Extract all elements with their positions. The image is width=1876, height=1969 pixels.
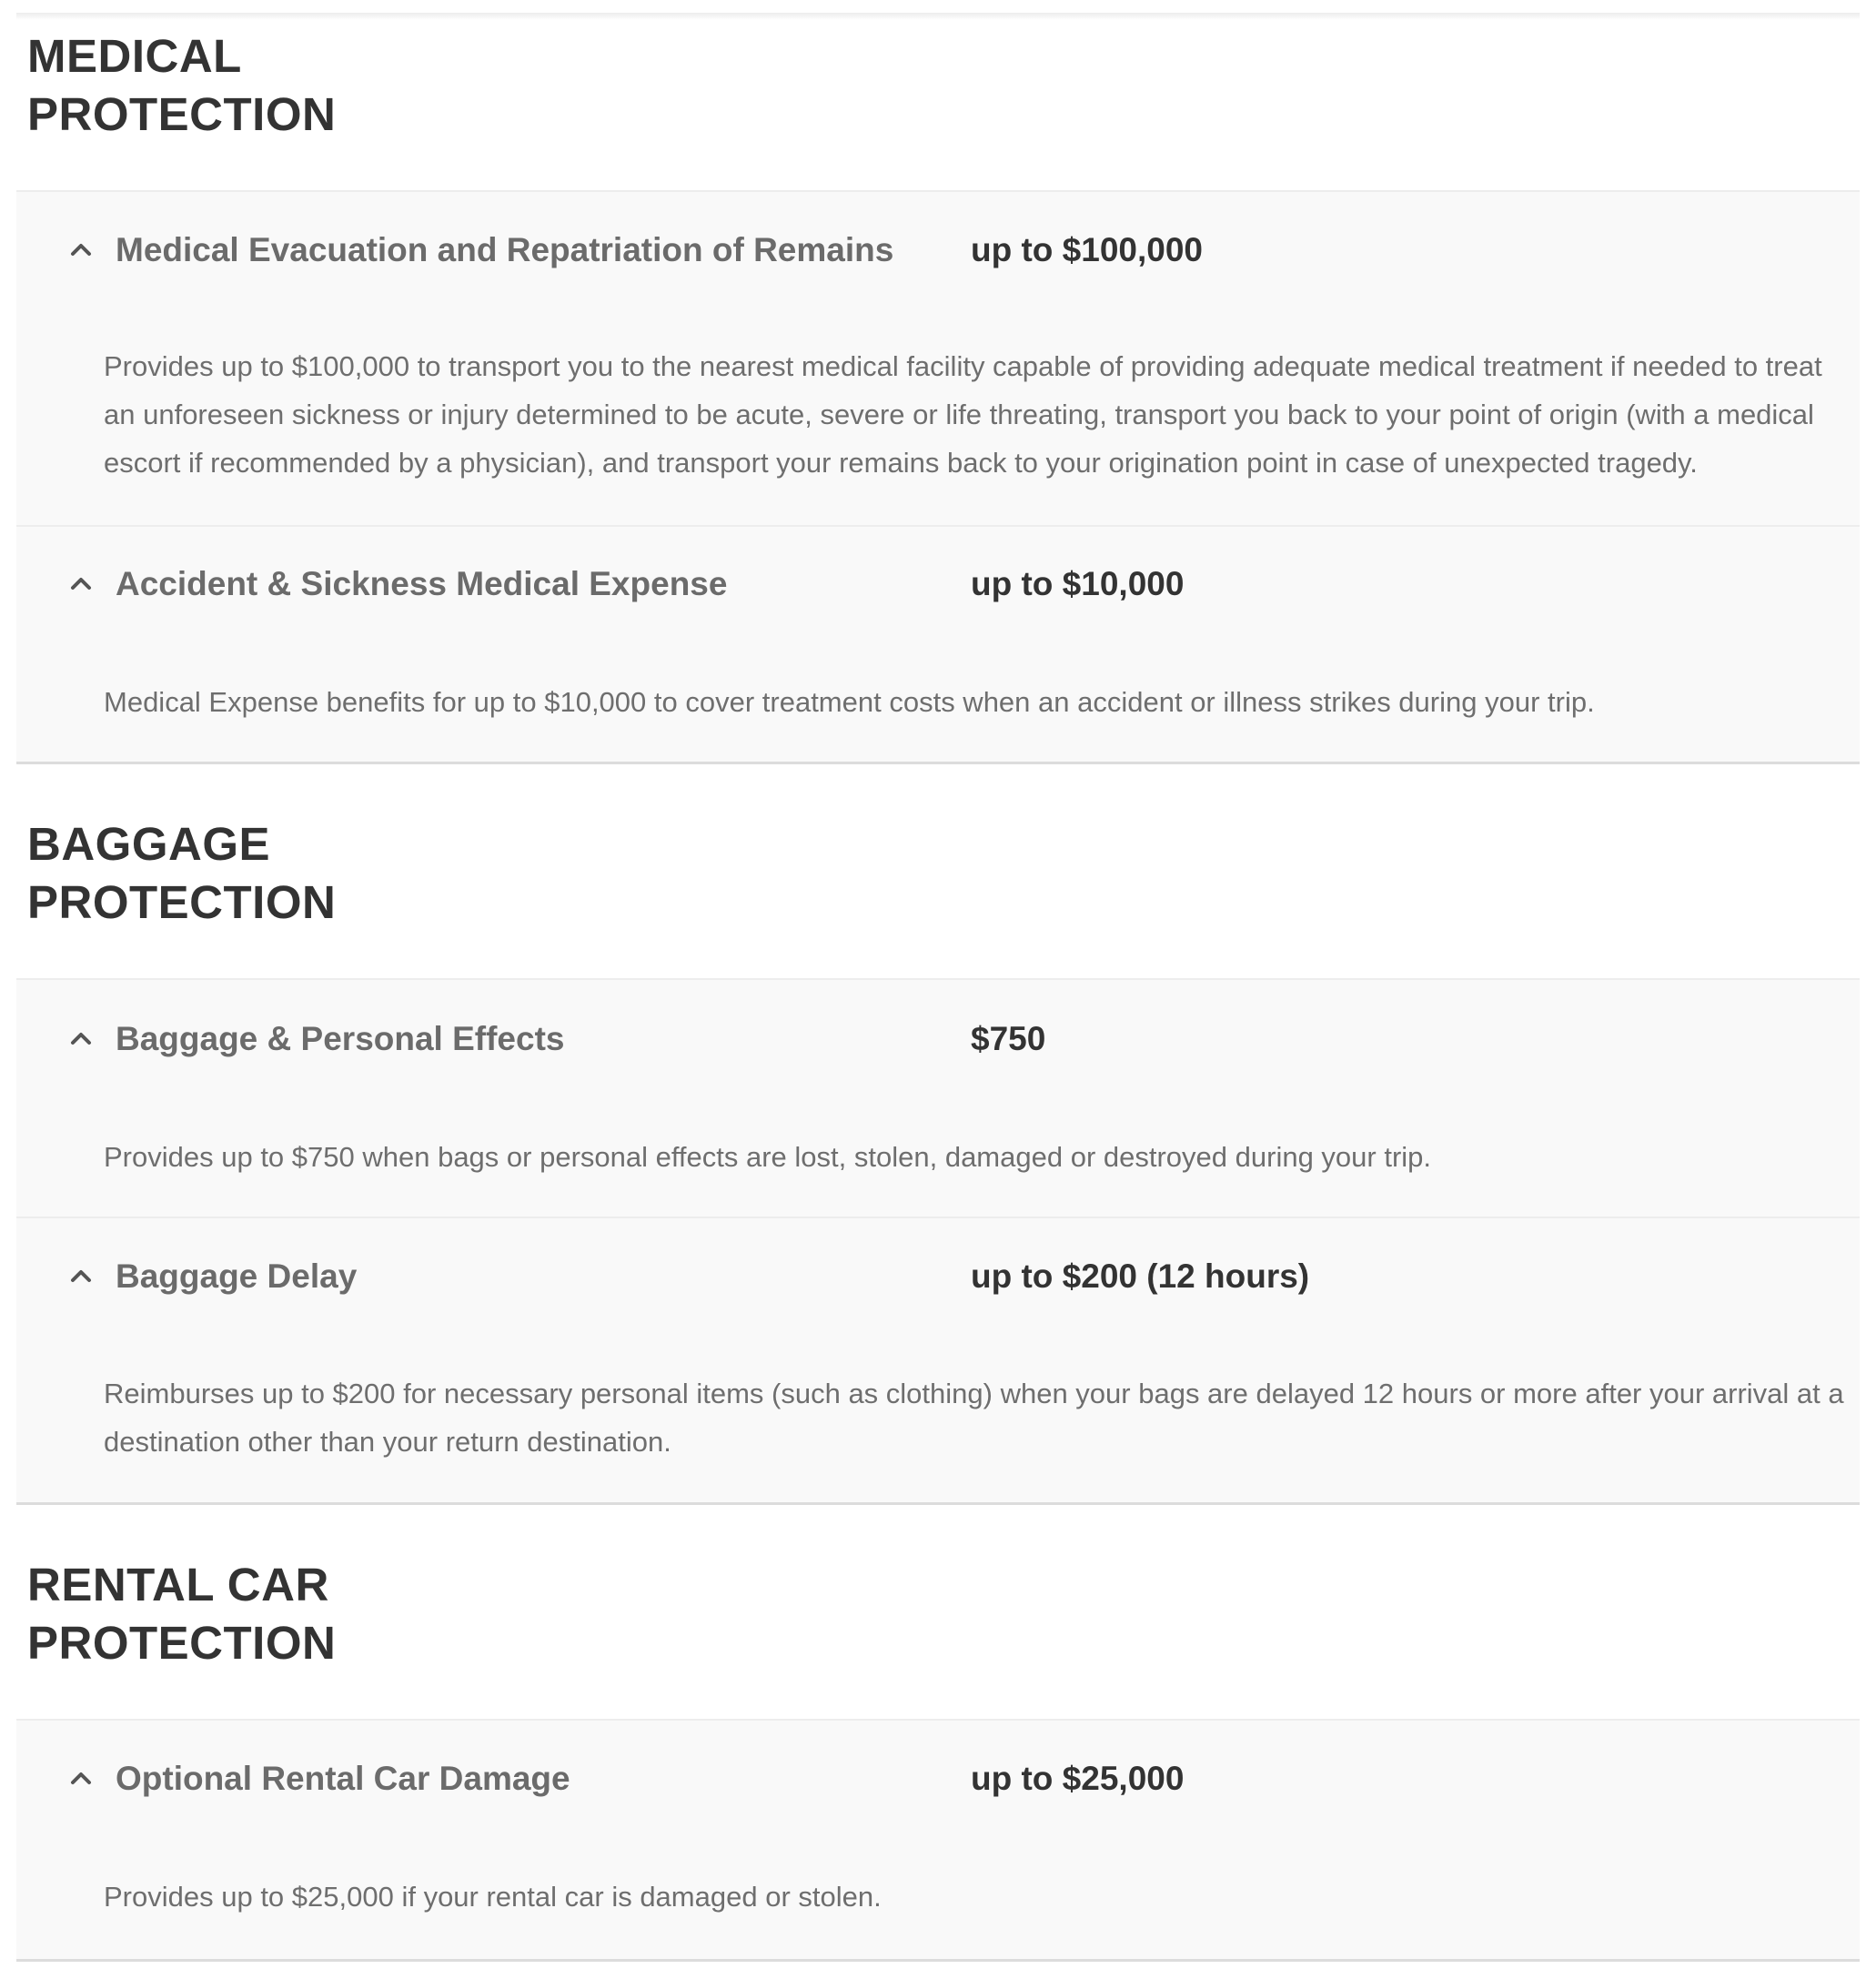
coverage-item-amount: up to $25,000	[971, 1760, 1185, 1797]
coverage-item-description: Medical Expense benefits for up to $10,000 to cover treatment costs when an accident or illness strikes during your trip.	[104, 686, 1595, 718]
coverage-item-title[interactable]: Optional Rental Car Damage	[116, 1760, 570, 1797]
chevron-up-icon[interactable]	[67, 1765, 95, 1792]
coverage-item-title[interactable]: Baggage & Personal Effects	[116, 1020, 565, 1057]
coverage-item-description: Reimburses up to $200 for necessary personal items (such as clothing) when your bags are delayed 12 hours or more after your arrival at a destination other than your return destination.	[104, 1378, 1844, 1458]
chevron-up-icon[interactable]	[67, 1263, 95, 1290]
chevron-up-icon[interactable]	[67, 571, 95, 598]
coverage-item-title[interactable]: Medical Evacuation and Repatriation of Remains	[116, 231, 894, 268]
section-title-baggage: BAGGAGE PROTECTION	[27, 818, 337, 928]
coverage-item-description: Provides up to $25,000 if your rental car is damaged or stolen.	[104, 1881, 882, 1913]
coverage-item-rental-car-damage[interactable]	[16, 1719, 1860, 1962]
coverage-item-accident-sickness[interactable]	[16, 525, 1860, 764]
coverage-item-amount: up to $200 (12 hours)	[971, 1257, 1310, 1295]
chevron-up-icon[interactable]	[67, 237, 95, 264]
coverage-item-description: Provides up to $750 when bags or personal effects are lost, stolen, damaged or destroyed during your trip.	[104, 1141, 1432, 1173]
section-title-rental-car: RENTAL CAR PROTECTION	[27, 1559, 337, 1669]
chevron-up-icon[interactable]	[67, 1025, 95, 1053]
section-title-medical: MEDICAL PROTECTION	[27, 30, 337, 140]
coverage-item-amount: up to $100,000	[971, 231, 1204, 268]
coverage-item-description: Provides up to $100,000 to transport you to the nearest medical facility capable of providing adequate medical treatment if needed to treat an unforeseen sickness or injury determined to be acute, severe or life threating, transport you back to your point of origin (with a medical escort if recommended by a physician), and transport your remains back to your origination point in case of unexpected tragedy.	[104, 350, 1822, 479]
top-divider	[16, 13, 1860, 20]
coverage-item-title[interactable]: Accident & Sickness Medical Expense	[116, 565, 728, 602]
coverage-item-title[interactable]: Baggage Delay	[116, 1257, 358, 1295]
coverage-item-baggage-delay[interactable]	[16, 1217, 1860, 1505]
coverage-item-medical-evacuation[interactable]	[16, 190, 1860, 525]
coverage-item-baggage-personal-effects[interactable]	[16, 978, 1860, 1217]
coverage-item-amount: $750	[971, 1020, 1046, 1057]
coverage-item-amount: up to $10,000	[971, 565, 1185, 602]
